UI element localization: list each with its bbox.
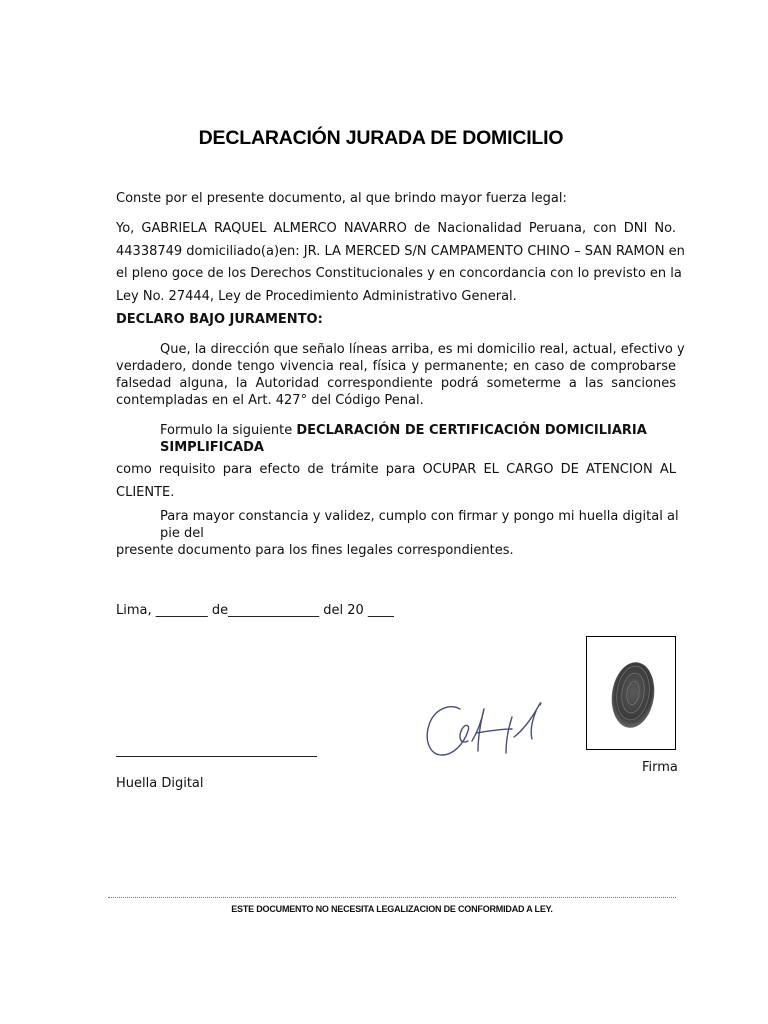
- constancia-paragraph: [160, 508, 679, 542]
- identity-line: el pleno goce de los Derechos Constitucionales y en concordancia con lo previsto en la: [116, 266, 682, 281]
- footer-divider: [108, 897, 676, 898]
- purpose-paragraph: [116, 459, 676, 504]
- identity-line: Yo, GABRIELA RAQUEL ALMERCO NAVARRO de Nacionalidad Peruana, con DNI No.: [116, 221, 676, 236]
- oath-line: Que, la dirección que señalo líneas arriba, es mi domicilio real, actual, efectivo y: [160, 342, 685, 357]
- footer-note: ESTE DOCUMENTO NO NECESITA LEGALIZACION DE CONFORMIDAD A LEY.: [231, 904, 553, 914]
- oath-line: falsedad alguna, la Autoridad correspondiente podrá someterme a las sanciones: [116, 376, 676, 391]
- certification-title: DECLARACIÓN DE CERTIFICACIÓN DOMICILIARIA: [296, 423, 647, 438]
- purpose-line: CLIENTE.: [116, 484, 175, 500]
- oath-line: verdadero, donde tengo vivencia real, física y permanente; en caso de comprobarse: [116, 359, 676, 374]
- purpose-line: como requisito para efecto de trámite para OCUPAR EL CARGO DE ATENCION AL: [116, 462, 676, 477]
- identity-line: Ley No. 27444, Ley de Procedimiento Administrativo General.: [116, 288, 517, 304]
- constancia-line: pie del: [160, 526, 204, 541]
- intro-text: Conste por el presente documento, al que brindo mayor fuerza legal:: [116, 191, 567, 206]
- signature-line: [116, 756, 317, 757]
- declaration-heading: DECLARO BAJO JURAMENTO:: [116, 312, 323, 327]
- handwritten-signature-icon: [420, 695, 550, 761]
- fingerprint-icon: [587, 637, 675, 749]
- identity-paragraph: [116, 218, 685, 308]
- certification-title-cont: SIMPLIFICADA: [160, 440, 264, 455]
- identity-line: 44338749 domiciliado(a)en: JR. LA MERCED S/N CAMPAMENTO CHINO – SAN RAMON en: [116, 243, 685, 259]
- oath-line: contempladas en el Art. 427° del Código Penal.: [116, 393, 424, 408]
- formulo-prefix: Formulo la siguiente: [160, 423, 297, 438]
- fingerprint-box: [586, 636, 676, 750]
- constancia-line: Para mayor constancia y validez, cumplo con firmar y pongo mi huella digital al: [160, 509, 679, 524]
- date-line: Lima, ________ de______________ del 20 ____: [116, 603, 394, 618]
- closing-text: presente documento para los fines legales correspondientes.: [116, 543, 514, 558]
- firma-label: Firma: [642, 760, 678, 775]
- huella-label: Huella Digital: [116, 776, 204, 791]
- document-title: DECLARACIÓN JURADA DE DOMICILIO: [198, 127, 564, 149]
- formulo-paragraph: [160, 422, 676, 456]
- oath-paragraph: [116, 341, 685, 409]
